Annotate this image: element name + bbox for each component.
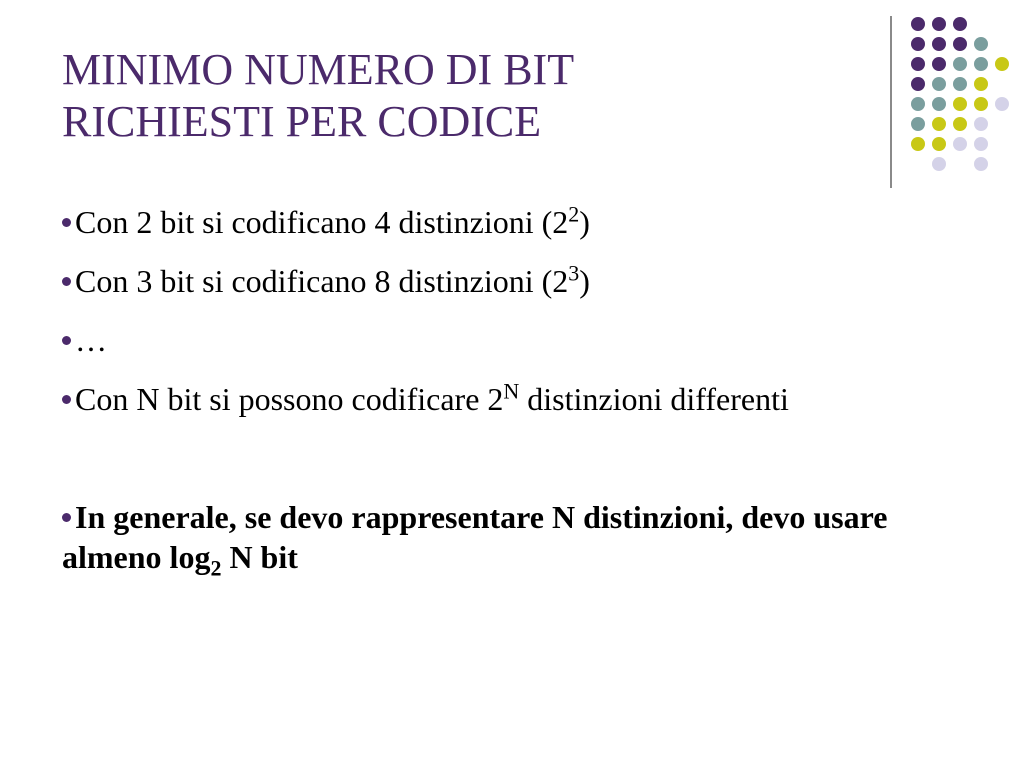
decorative-dot <box>953 97 967 111</box>
decorative-dot <box>932 37 946 51</box>
decorative-dot <box>932 57 946 71</box>
bullet-text: Con 3 bit si codificano 8 distinzioni (2 <box>75 263 569 299</box>
decorative-dot <box>932 137 946 151</box>
decorative-dot <box>932 17 946 31</box>
decorative-dot <box>974 157 988 171</box>
bullet-text: … <box>75 322 107 358</box>
slide-title <box>62 44 862 148</box>
bullet-superscript: 3 <box>568 260 580 286</box>
bullet-text: In generale, se devo rappresentare N distinzioni, devo usare almeno log <box>62 499 888 575</box>
decorative-dot <box>995 97 1009 111</box>
decorative-dot <box>932 77 946 91</box>
bullet-dot-icon <box>62 336 71 345</box>
decorative-dot <box>974 97 988 111</box>
decorative-dot <box>932 157 946 171</box>
decorative-dot <box>974 137 988 151</box>
bullet-item-summary <box>62 497 922 581</box>
decorative-dot <box>995 57 1009 71</box>
decorative-dot <box>953 37 967 51</box>
decorative-dot <box>974 77 988 91</box>
decorative-dot <box>911 57 925 71</box>
bullet-dot-icon <box>62 218 71 227</box>
decorative-dot <box>953 17 967 31</box>
decorative-dot <box>911 77 925 91</box>
bullet-text-tail: ) <box>579 204 590 240</box>
bullet-dot-icon <box>62 277 71 286</box>
decorative-dot <box>932 117 946 131</box>
decorative-dot <box>974 57 988 71</box>
decorative-dot <box>953 137 967 151</box>
bullet-text-tail: distinzioni differenti <box>519 381 789 417</box>
bullet-subscript: 2 <box>210 555 222 581</box>
slide-title-line-1: MINIMO NUMERO DI BIT <box>62 45 575 94</box>
decorative-dot <box>932 97 946 111</box>
decorative-dot <box>974 37 988 51</box>
decorative-dot <box>974 117 988 131</box>
decorative-dot <box>953 57 967 71</box>
bullet-text: Con 2 bit si codificano 4 distinzioni (2 <box>75 204 569 240</box>
decorative-dot <box>911 117 925 131</box>
decorative-dot <box>911 37 925 51</box>
bullet-superscript: 2 <box>568 201 580 227</box>
slide-body <box>62 201 922 581</box>
bullet-item <box>62 379 922 419</box>
vertical-divider <box>890 16 892 188</box>
decorative-dot <box>911 97 925 111</box>
decorative-dot <box>953 77 967 91</box>
bullet-superscript: N <box>503 378 520 404</box>
bullet-text: Con N bit si possono codificare 2 <box>75 381 504 417</box>
bullet-text-tail: ) <box>579 263 590 299</box>
bullet-text-tail: N bit <box>221 539 298 575</box>
decorative-dot <box>911 17 925 31</box>
decorative-dot <box>953 117 967 131</box>
decorative-dot <box>911 137 925 151</box>
bullet-item <box>62 261 922 301</box>
bullet-item <box>62 202 922 242</box>
bullet-dot-icon <box>62 395 71 404</box>
bullet-item <box>62 320 922 360</box>
slide-title-line-2: RICHIESTI PER CODICE <box>62 97 542 146</box>
bullet-dot-icon <box>62 513 71 522</box>
